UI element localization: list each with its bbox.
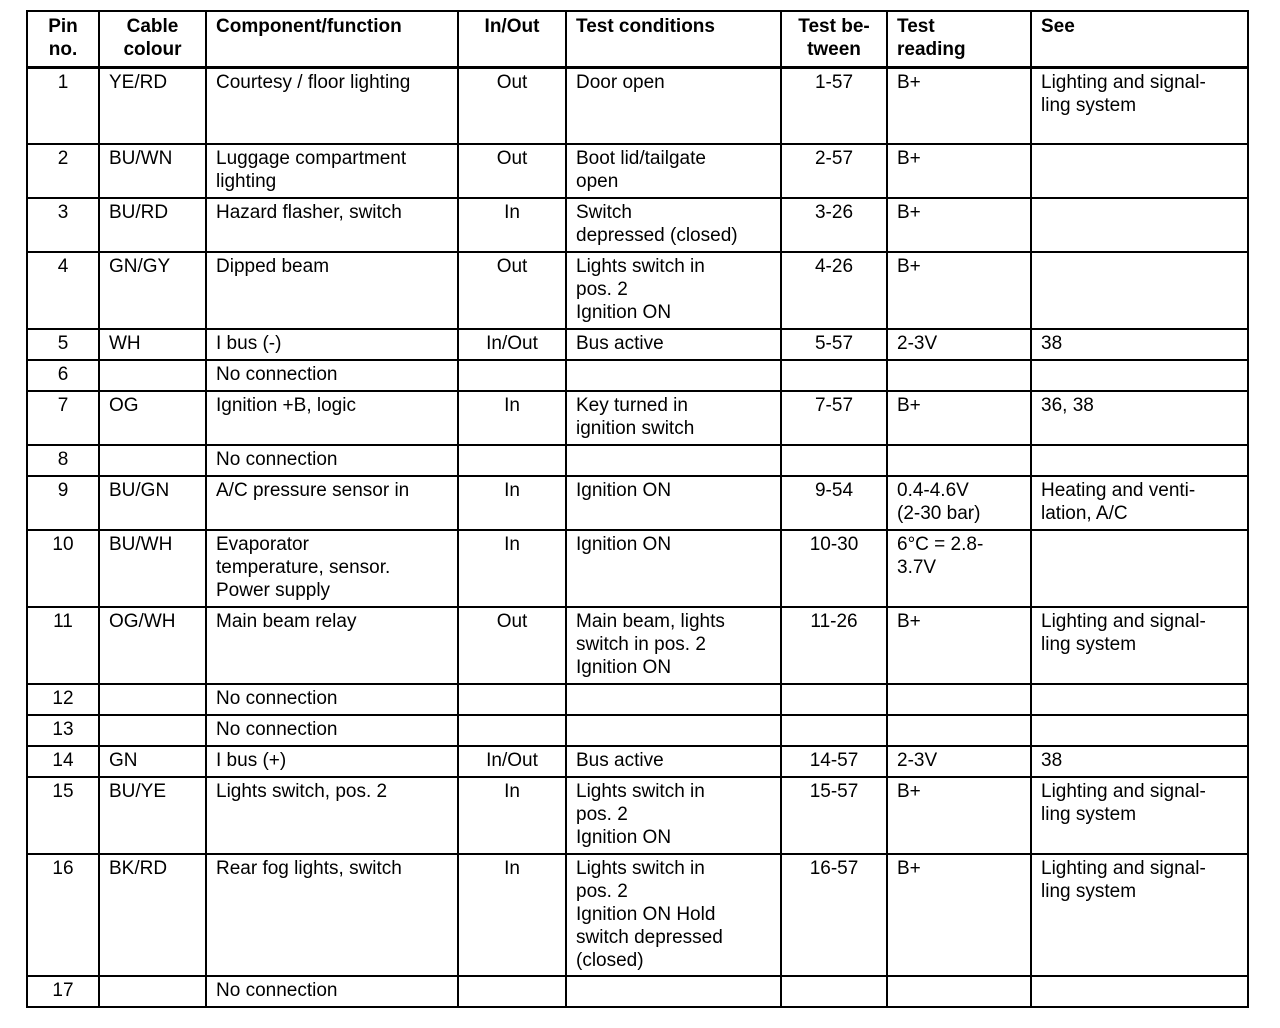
cell-test-between: 2-57 bbox=[781, 144, 887, 198]
cell-see bbox=[1031, 684, 1248, 715]
cell-cable-colour: OG bbox=[99, 391, 206, 445]
cell-test-reading: B+ bbox=[887, 607, 1031, 684]
cell-pin: 12 bbox=[27, 684, 99, 715]
cell-component-function: Ignition +B, logic bbox=[206, 391, 458, 445]
cell-test-between bbox=[781, 360, 887, 391]
cell-test-reading bbox=[887, 360, 1031, 391]
cell-in-out: In bbox=[458, 530, 566, 607]
cell-in-out: Out bbox=[458, 607, 566, 684]
cell-test-between: 4-26 bbox=[781, 252, 887, 329]
cell-cable-colour: GN/GY bbox=[99, 252, 206, 329]
cell-see: Lighting and signal- ling system bbox=[1031, 607, 1248, 684]
cell-test-between bbox=[781, 976, 887, 1007]
cell-see: 38 bbox=[1031, 746, 1248, 777]
table-row bbox=[27, 715, 1248, 746]
cell-test-between bbox=[781, 445, 887, 476]
cell-see bbox=[1031, 976, 1248, 1007]
cell-test-between: 1-57 bbox=[781, 67, 887, 144]
cell-pin: 11 bbox=[27, 607, 99, 684]
cell-test-conditions: Main beam, lights switch in pos. 2 Ignition ON bbox=[566, 607, 781, 684]
table-row bbox=[27, 252, 1248, 329]
cell-component-function: No connection bbox=[206, 976, 458, 1007]
cell-test-conditions bbox=[566, 360, 781, 391]
cell-component-function: No connection bbox=[206, 445, 458, 476]
cell-pin: 15 bbox=[27, 777, 99, 854]
cell-pin: 7 bbox=[27, 391, 99, 445]
cell-pin: 5 bbox=[27, 329, 99, 360]
cell-test-reading: B+ bbox=[887, 67, 1031, 144]
cell-cable-colour: BU/RD bbox=[99, 198, 206, 252]
cell-see: Lighting and signal- ling system bbox=[1031, 854, 1248, 976]
cell-pin: 17 bbox=[27, 976, 99, 1007]
cell-test-reading: B+ bbox=[887, 391, 1031, 445]
cell-test-reading: 0.4-4.6V (2-30 bar) bbox=[887, 476, 1031, 530]
cell-component-function: Main beam relay bbox=[206, 607, 458, 684]
cell-see: 36, 38 bbox=[1031, 391, 1248, 445]
cell-component-function: Dipped beam bbox=[206, 252, 458, 329]
cell-test-reading: B+ bbox=[887, 252, 1031, 329]
cell-in-out: Out bbox=[458, 252, 566, 329]
cell-test-conditions: Ignition ON bbox=[566, 476, 781, 530]
cell-pin: 14 bbox=[27, 746, 99, 777]
cell-in-out bbox=[458, 360, 566, 391]
cell-component-function: A/C pressure sensor in bbox=[206, 476, 458, 530]
cell-test-conditions: Lights switch in pos. 2 Ignition ON Hold switch depressed (closed) bbox=[566, 854, 781, 976]
cell-test-between: 3-26 bbox=[781, 198, 887, 252]
table-row bbox=[27, 329, 1248, 360]
table-row bbox=[27, 360, 1248, 391]
cell-cable-colour: BU/WN bbox=[99, 144, 206, 198]
cell-test-reading bbox=[887, 445, 1031, 476]
cell-cable-colour: BU/GN bbox=[99, 476, 206, 530]
cell-test-reading bbox=[887, 684, 1031, 715]
cell-test-conditions bbox=[566, 684, 781, 715]
cell-test-reading bbox=[887, 715, 1031, 746]
cell-cable-colour: BU/WH bbox=[99, 530, 206, 607]
cell-pin: 10 bbox=[27, 530, 99, 607]
header-test-conditions: Test conditions bbox=[566, 11, 781, 67]
cell-test-between bbox=[781, 684, 887, 715]
table-row bbox=[27, 391, 1248, 445]
cell-in-out: In/Out bbox=[458, 329, 566, 360]
cell-component-function: No connection bbox=[206, 360, 458, 391]
cell-see bbox=[1031, 360, 1248, 391]
cell-in-out: In/Out bbox=[458, 746, 566, 777]
cell-see: 38 bbox=[1031, 329, 1248, 360]
cell-see bbox=[1031, 530, 1248, 607]
cell-in-out bbox=[458, 445, 566, 476]
table-row bbox=[27, 530, 1248, 607]
cell-cable-colour bbox=[99, 976, 206, 1007]
cell-test-reading: B+ bbox=[887, 854, 1031, 976]
cell-cable-colour: WH bbox=[99, 329, 206, 360]
cell-cable-colour: BU/YE bbox=[99, 777, 206, 854]
cell-test-reading: 2-3V bbox=[887, 746, 1031, 777]
cell-in-out: In bbox=[458, 777, 566, 854]
header-row bbox=[27, 11, 1248, 67]
cell-test-between: 16-57 bbox=[781, 854, 887, 976]
cell-test-conditions: Bus active bbox=[566, 746, 781, 777]
table-row bbox=[27, 684, 1248, 715]
cell-see bbox=[1031, 198, 1248, 252]
cell-in-out bbox=[458, 684, 566, 715]
cell-in-out bbox=[458, 715, 566, 746]
header-test-between: Test be- tween bbox=[781, 11, 887, 67]
cell-in-out: Out bbox=[458, 67, 566, 144]
cell-component-function: I bus (+) bbox=[206, 746, 458, 777]
cell-component-function: No connection bbox=[206, 715, 458, 746]
cell-in-out: Out bbox=[458, 144, 566, 198]
header-cable-colour: Cable colour bbox=[99, 11, 206, 67]
cell-see bbox=[1031, 252, 1248, 329]
cell-test-conditions bbox=[566, 976, 781, 1007]
cell-test-between: 14-57 bbox=[781, 746, 887, 777]
cell-test-conditions bbox=[566, 715, 781, 746]
cell-test-between: 10-30 bbox=[781, 530, 887, 607]
cell-component-function: Evaporator temperature, sensor. Power supply bbox=[206, 530, 458, 607]
cell-cable-colour: GN bbox=[99, 746, 206, 777]
cell-test-between: 15-57 bbox=[781, 777, 887, 854]
header-test-reading: Test reading bbox=[887, 11, 1031, 67]
cell-pin: 4 bbox=[27, 252, 99, 329]
cell-pin: 13 bbox=[27, 715, 99, 746]
cell-test-between: 11-26 bbox=[781, 607, 887, 684]
cell-test-between: 5-57 bbox=[781, 329, 887, 360]
cell-component-function: Rear fog lights, switch bbox=[206, 854, 458, 976]
header-component-function: Component/function bbox=[206, 11, 458, 67]
cell-test-conditions: Door open bbox=[566, 67, 781, 144]
cell-pin: 6 bbox=[27, 360, 99, 391]
cell-test-reading bbox=[887, 976, 1031, 1007]
header-see: See bbox=[1031, 11, 1248, 67]
cell-component-function: No connection bbox=[206, 684, 458, 715]
cell-pin: 2 bbox=[27, 144, 99, 198]
cell-cable-colour: BK/RD bbox=[99, 854, 206, 976]
cell-test-conditions: Ignition ON bbox=[566, 530, 781, 607]
cell-test-conditions: Boot lid/tailgate open bbox=[566, 144, 781, 198]
cell-pin: 16 bbox=[27, 854, 99, 976]
table-row bbox=[27, 144, 1248, 198]
cell-see: Lighting and signal- ling system bbox=[1031, 777, 1248, 854]
table-row bbox=[27, 607, 1248, 684]
pin-assignment-table bbox=[26, 10, 1249, 1008]
cell-test-between: 9-54 bbox=[781, 476, 887, 530]
cell-test-conditions: Switch depressed (closed) bbox=[566, 198, 781, 252]
table-row bbox=[27, 746, 1248, 777]
table-row bbox=[27, 445, 1248, 476]
table-row bbox=[27, 777, 1248, 854]
cell-component-function: Courtesy / floor lighting bbox=[206, 67, 458, 144]
cell-cable-colour bbox=[99, 715, 206, 746]
cell-see bbox=[1031, 445, 1248, 476]
cell-pin: 9 bbox=[27, 476, 99, 530]
cell-cable-colour bbox=[99, 445, 206, 476]
table-row bbox=[27, 976, 1248, 1007]
cell-test-reading: B+ bbox=[887, 777, 1031, 854]
header-pin-no: Pin no. bbox=[27, 11, 99, 67]
cell-test-reading: B+ bbox=[887, 198, 1031, 252]
cell-test-conditions: Bus active bbox=[566, 329, 781, 360]
cell-see: Heating and venti- lation, A/C bbox=[1031, 476, 1248, 530]
cell-see: Lighting and signal- ling system bbox=[1031, 67, 1248, 144]
header-in-out: In/Out bbox=[458, 11, 566, 67]
cell-in-out bbox=[458, 976, 566, 1007]
cell-test-reading: B+ bbox=[887, 144, 1031, 198]
cell-pin: 8 bbox=[27, 445, 99, 476]
cell-component-function: I bus (-) bbox=[206, 329, 458, 360]
cell-cable-colour: YE/RD bbox=[99, 67, 206, 144]
table-row bbox=[27, 67, 1248, 144]
cell-component-function: Hazard flasher, switch bbox=[206, 198, 458, 252]
cell-test-between: 7-57 bbox=[781, 391, 887, 445]
cell-pin: 3 bbox=[27, 198, 99, 252]
cell-test-conditions: Lights switch in pos. 2 Ignition ON bbox=[566, 252, 781, 329]
cell-test-reading: 2-3V bbox=[887, 329, 1031, 360]
cell-in-out: In bbox=[458, 198, 566, 252]
table-row bbox=[27, 854, 1248, 976]
cell-test-conditions bbox=[566, 445, 781, 476]
cell-component-function: Luggage compartment lighting bbox=[206, 144, 458, 198]
cell-in-out: In bbox=[458, 854, 566, 976]
cell-test-conditions: Key turned in ignition switch bbox=[566, 391, 781, 445]
cell-test-between bbox=[781, 715, 887, 746]
table-row bbox=[27, 198, 1248, 252]
cell-component-function: Lights switch, pos. 2 bbox=[206, 777, 458, 854]
cell-test-conditions: Lights switch in pos. 2 Ignition ON bbox=[566, 777, 781, 854]
table-row bbox=[27, 476, 1248, 530]
cell-in-out: In bbox=[458, 391, 566, 445]
cell-cable-colour bbox=[99, 684, 206, 715]
cell-see bbox=[1031, 144, 1248, 198]
cell-see bbox=[1031, 715, 1248, 746]
cell-test-reading: 6°C = 2.8- 3.7V bbox=[887, 530, 1031, 607]
cell-in-out: In bbox=[458, 476, 566, 530]
cell-cable-colour bbox=[99, 360, 206, 391]
cell-pin: 1 bbox=[27, 67, 99, 144]
cell-cable-colour: OG/WH bbox=[99, 607, 206, 684]
